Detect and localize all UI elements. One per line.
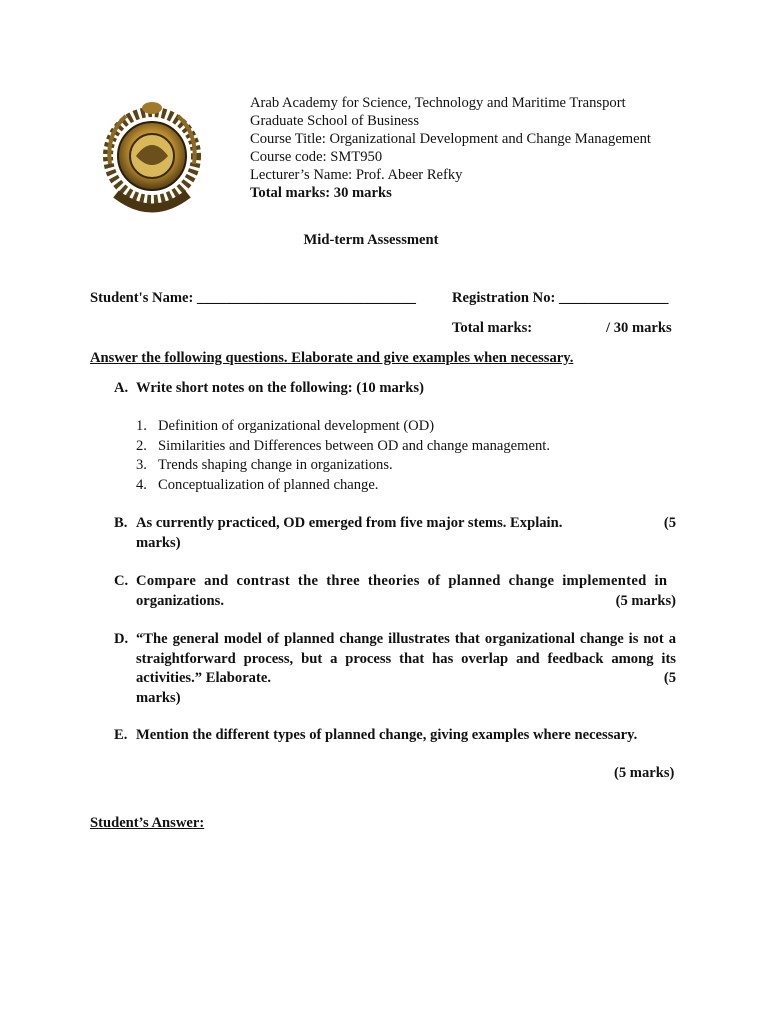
question-text-cont: organizations. xyxy=(136,592,224,609)
question-text: Compare and contrast the three theories of planned change implemented in xyxy=(136,573,668,589)
question-marks: (5 xyxy=(663,515,676,531)
header-total-marks: Total marks: 30 marks xyxy=(250,185,392,201)
question-text: Write short notes on the following: (10 marks) xyxy=(136,380,424,396)
question-text: Mention the different types of planned change, giving examples where necessary. xyxy=(136,727,638,743)
question-marks-cont: marks) xyxy=(136,689,181,706)
question-text-cont: activities.” Elaborate. xyxy=(136,670,271,686)
question-text: As currently practiced, OD emerged from five major stems. Explain. xyxy=(136,515,563,531)
question-e-marks: (5 marks) xyxy=(614,765,675,781)
total-marks-value: / 30 marks xyxy=(606,320,672,336)
question-c xyxy=(114,572,694,612)
question-a-list xyxy=(136,417,550,495)
institution-name: Arab Academy for Science, Technology and Maritime Transport xyxy=(250,95,626,111)
question-marks: (5 marks) xyxy=(615,592,676,609)
assessment-title: Mid-term Assessment xyxy=(303,232,439,248)
question-d xyxy=(114,630,694,710)
question-letter: D. xyxy=(114,631,129,647)
question-letter: B. xyxy=(114,515,128,531)
lecturer-name: Lecturer’s Name: Prof. Abeer Refky xyxy=(250,167,463,183)
list-item: 4. Conceptualization of planned change. xyxy=(136,476,379,493)
course-code: Course code: SMT950 xyxy=(250,149,383,165)
question-text: “The general model of planned change illustrates that organizational change is not a straightforward process, but a process that has overlap and feedback among its xyxy=(136,631,676,667)
academy-logo xyxy=(96,94,208,234)
total-marks-label: Total marks: xyxy=(452,320,533,336)
student-name-field: Student's Name: ______________________________ xyxy=(90,290,416,306)
list-item: 2. Similarities and Differences between OD and change management. xyxy=(136,437,550,454)
question-letter: A. xyxy=(114,380,129,396)
question-b xyxy=(114,514,694,554)
list-item: 1. Definition of organizational development (OD) xyxy=(136,418,435,434)
course-title: Course Title: Organizational Development and Change Management xyxy=(250,131,651,147)
document-header xyxy=(250,94,651,202)
instructions: Answer the following questions. Elaborate and give examples when necessary. xyxy=(90,350,574,366)
question-e xyxy=(114,726,694,746)
list-item: 3. Trends shaping change in organizations. xyxy=(136,457,393,473)
question-letter: E. xyxy=(114,727,128,743)
student-answer-heading: Student’s Answer: xyxy=(90,815,205,831)
question-marks-cont: marks) xyxy=(136,534,181,551)
question-marks: (5 xyxy=(663,670,676,686)
question-letter: C. xyxy=(114,573,129,589)
registration-field: Registration No: _______________ xyxy=(452,290,669,306)
school-name: Graduate School of Business xyxy=(250,113,420,129)
